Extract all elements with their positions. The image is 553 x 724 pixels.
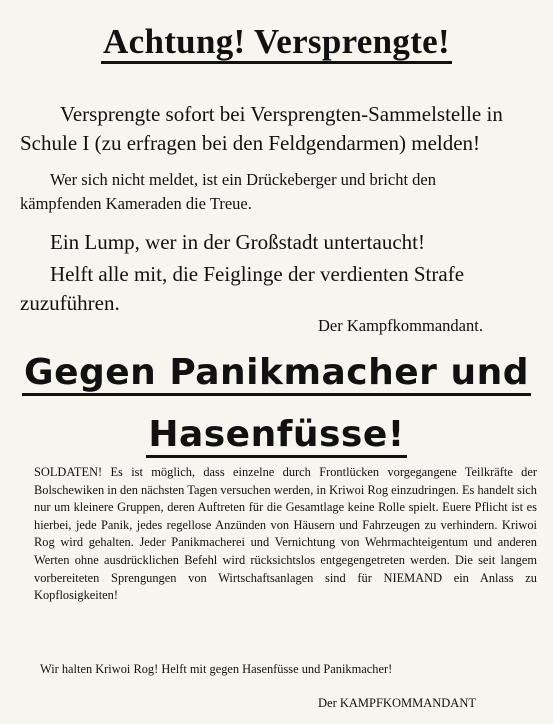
notice-bottom-body-text: SOLDATEN! Es ist möglich, dass einzelne durch Frontlücken vorgegangene Teilkräfte der Bolschewiken in den nächsten Tagen versuchen werden, in Kriwoi Rog einzudringen. Es handelt sich nur um kleinere Gruppen, deren Auftreten für die Gesamtlage keine Rolle spielt. Euere Pflicht ist es hierbei, jede Panik, jedes regellose Anzünden von Häusern und Fahrzeugen zu verhindern. Kriwoi Rog wird gehalten. Jeder Panikmacherei und Vernichtung von Wehrmachteigentum und anderen Werten ohne ausdrücklichen Befehl wird rücksichtslos entgegengetreten werden. Die seit langem vorbereiteten Sprengungen von Wirtschaftsanlagen sind für NIEMAND ein Anlass zu Kopflosigkeiten! [34,465,537,603]
notice-top-paragraph-4 [20,260,535,318]
notice-bottom-title-line-1 [0,352,553,393]
paragraph-line: Versprengte sofort bei Versprengten-Sammelstelle in [60,102,503,126]
paragraph-line: Helft alle mit, die Feiglinge der verdienten Strafe [50,262,465,286]
notice-top-signature: Der Kampfkommandant. [318,316,483,335]
notice-bottom-title-text: Gegen Panikmacher und [22,352,531,396]
paragraph-line: Schule I (zu erfragen bei den Feldgendarmen) melden! [20,131,481,155]
notice-top-paragraph-2 [20,168,535,216]
notice-bottom-closing: Wir halten Kriwoi Rog! Helft mit gegen Hasenfüsse und Panikmacher! [40,662,393,676]
notice-bottom-signature: Der KAMPFKOMMANDANT [318,696,476,710]
notice-top-paragraph-3 [20,228,535,257]
notice-bottom-title-text: Hasenfüsse! [146,414,406,458]
paragraph-line: Ein Lump, wer in der Großstadt untertaucht! [50,230,425,254]
notice-top-title-text: Achtung! Versprengte! [101,22,452,64]
paragraph-line: zuzuführen. [20,291,120,315]
notice-top-paragraph-1 [20,100,535,158]
notice-bottom-title-line-2 [0,414,553,455]
notice-bottom-body [18,464,537,605]
notice-top-title [0,22,553,62]
paragraph-line: Wer sich nicht meldet, ist ein Drückeberger und bricht den [50,170,436,189]
paragraph-line: kämpfenden Kameraden die Treue. [20,194,252,213]
